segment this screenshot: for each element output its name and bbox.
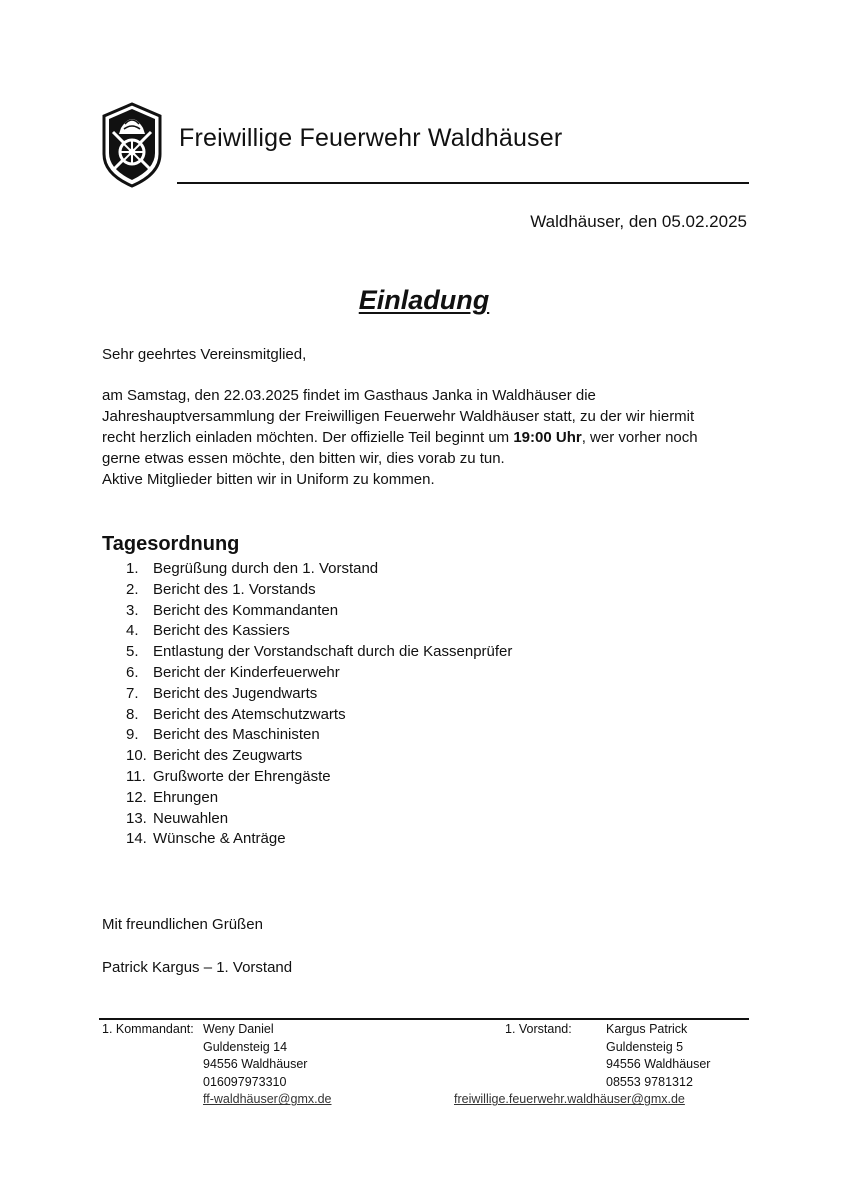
agenda-item-number: 2.	[126, 580, 139, 598]
agenda-item-text: Bericht des Maschinisten	[153, 726, 320, 744]
agenda-item-text: Bericht des Atemschutzwarts	[153, 705, 346, 723]
paragraph-text: , wer vorher noch	[581, 429, 698, 446]
agenda-item	[126, 684, 512, 705]
agenda-item	[126, 746, 512, 767]
agenda-item-number: 4.	[126, 622, 139, 640]
agenda-item-number: 8.	[126, 705, 139, 723]
agenda-item-text: Bericht des 1. Vorstands	[153, 580, 316, 598]
agenda-item-text: Bericht des Kommandanten	[153, 601, 339, 619]
paragraph-text: recht herzlich einladen möchten. Der offizielle Teil beginnt um	[102, 429, 514, 446]
vorstand-label: 1. Vorstand:	[505, 1022, 572, 1036]
closing: Mit freundlichen Grüßen	[102, 916, 263, 933]
footer-divider	[99, 1018, 749, 1020]
vorstand-city: 94556 Waldhäuser	[606, 1057, 711, 1072]
kommandant-email-link[interactable]: ff-waldhäuser@gmx.de	[203, 1092, 332, 1107]
agenda-heading: Tagesordnung	[102, 533, 240, 555]
kommandant-name: Weny Daniel	[203, 1022, 274, 1036]
agenda-item-text: Ehrungen	[153, 788, 219, 806]
agenda-item	[126, 809, 512, 830]
agenda-item-text: Bericht des Zeugwarts	[153, 747, 303, 765]
agenda-item-text: Bericht des Kassiers	[153, 622, 290, 640]
agenda-item-text: Grußworte der Ehrengäste	[153, 767, 331, 785]
agenda-item	[126, 663, 512, 684]
agenda-item-number: 3.	[126, 601, 139, 619]
agenda-item-number: 6.	[126, 663, 139, 681]
organization-name: Freiwillige Feuerwehr Waldhäuser	[179, 124, 563, 152]
paragraph-line: Aktive Mitglieder bitten wir in Uniform zu kommen.	[102, 471, 435, 488]
agenda-item-number: 12.	[126, 788, 147, 806]
footer-vorstand	[454, 1021, 754, 1111]
paragraph-line: Jahreshauptversammlung der Freiwilligen Feuerwehr Waldhäuser statt, zu der wir hiermit	[102, 408, 695, 425]
agenda-item	[126, 601, 512, 622]
agenda-item	[126, 580, 512, 601]
footer-kommandant	[102, 1021, 402, 1111]
agenda-item-text: Wünsche & Anträge	[153, 830, 286, 848]
agenda-item-number: 1.	[126, 560, 139, 577]
agenda-item	[126, 621, 512, 642]
vorstand-name: Kargus Patrick	[606, 1022, 688, 1036]
paragraph-line: gerne etwas essen möchte, den bitten wir, dies vorab zu tun.	[102, 450, 505, 467]
agenda-item	[126, 725, 512, 746]
agenda-item-number: 5.	[126, 643, 139, 661]
agenda-item-text: Begrüßung durch den 1. Vorstand	[153, 560, 379, 577]
kommandant-street: Guldensteig 14	[203, 1039, 288, 1054]
greeting: Sehr geehrtes Vereinsmitglied,	[102, 346, 307, 363]
agenda-item-text: Neuwahlen	[153, 809, 229, 827]
kommandant-city: 94556 Waldhäuser	[203, 1057, 308, 1072]
vorstand-phone: 08553 9781312	[606, 1074, 693, 1089]
agenda-list	[126, 559, 512, 850]
kommandant-label: 1. Kommandant:	[102, 1022, 194, 1036]
agenda-item	[126, 829, 512, 850]
agenda-item-text: Bericht der Kinderfeuerwehr	[153, 663, 340, 681]
agenda-item	[126, 767, 512, 788]
agenda-item	[126, 559, 512, 580]
agenda-item-number: 11.	[126, 767, 146, 785]
agenda-item	[126, 788, 512, 809]
agenda-item-number: 13.	[126, 809, 147, 827]
agenda-item-number: 14.	[126, 830, 147, 848]
agenda-item-text: Entlastung der Vorstandschaft durch die Kassenprüfer	[153, 643, 513, 661]
place-date: Waldhäuser, den 05.02.2025	[530, 212, 747, 231]
signature: Patrick Kargus – 1. Vorstand	[102, 959, 293, 976]
agenda-item-number: 10.	[126, 747, 147, 765]
invitation-paragraph	[102, 385, 698, 490]
agenda-item-number: 7.	[126, 684, 139, 702]
agenda-item	[126, 705, 512, 726]
vorstand-email-link[interactable]: freiwillige.feuerwehr.waldhäuser@gmx.de	[454, 1092, 685, 1107]
fire-brigade-crest-icon	[101, 102, 163, 188]
agenda-item-number: 9.	[126, 726, 139, 744]
kommandant-phone: 016097973310	[203, 1074, 287, 1089]
paragraph-line	[102, 427, 698, 448]
start-time: 19:00 Uhr	[513, 429, 582, 446]
agenda-item-text: Bericht des Jugendwarts	[153, 684, 318, 702]
agenda-item	[126, 642, 512, 663]
paragraph-line: am Samstag, den 22.03.2025 findet im Gasthaus Janka in Waldhäuser die	[102, 387, 596, 404]
document-title: Einladung	[358, 285, 490, 315]
header-divider	[177, 182, 749, 184]
vorstand-street: Guldensteig 5	[606, 1039, 684, 1054]
